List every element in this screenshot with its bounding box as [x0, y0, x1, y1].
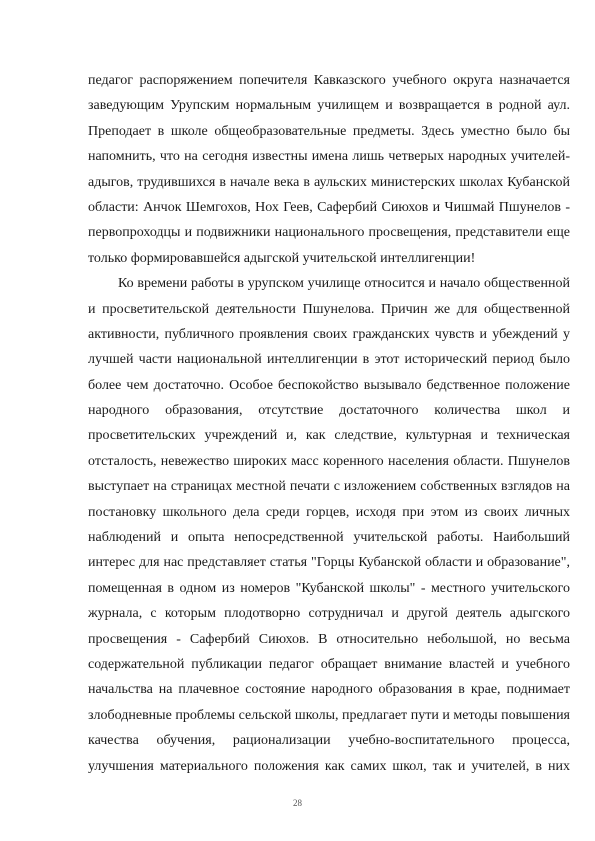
text-line: заведующим Урупским нормальным училищем и возвращается в родной аул.: [88, 98, 570, 114]
page-number: 28: [293, 798, 302, 808]
text-line: и просветительской деятельности Пшунелова. Причин же для общественной: [88, 301, 570, 317]
text-line: просвещения - Сафербий Сиюхов. В относительно небольшой, но весьма: [88, 631, 570, 647]
text-line: Преподает в школе общеобразовательные предметы. Здесь уместно было бы: [88, 123, 570, 139]
text-line: педагог распоряжением попечителя Кавказского учебного округа назначается: [88, 73, 570, 88]
text-line: активности, публичного проявления своих гражданских чувств и убеждений у: [88, 326, 570, 342]
text-line: интерес для нас представляет статья "Горцы Кубанской области и образование",: [88, 555, 570, 571]
text-line: напомнить, что на сегодня известны имена лишь четверых народных учителей-: [88, 149, 570, 165]
text-line: первопроходцы и подвижники национального просвещения, представители еще: [88, 225, 570, 241]
text-line: постановку школьного дела среди горцев, исходя при этом из своих личных: [88, 504, 570, 520]
text-line: начальства на плачевное состояние народного образования в крае, поднимает: [88, 682, 570, 698]
body-text: [88, 68, 570, 779]
text-line: содержательной публикации педагог обращает внимание властей и учебного: [88, 656, 570, 672]
text-line: журнала, с которым плодотворно сотрудничал и другой деятель адыгского: [88, 606, 570, 622]
text-line: помещенная в одном из номеров "Кубанской школы" - местного учительского: [88, 580, 570, 596]
text-line: Ко времени работы в урупском училище относится и начало общественной: [118, 276, 570, 292]
text-line: наблюдений и опыта непосредственной учительской работы. Наибольший: [88, 530, 570, 546]
text-line: просветительских учреждений и, как следствие, культурная и техническая: [88, 428, 570, 444]
text-line: области: Анчок Шемгохов, Нох Геев, Сафербий Сиюхов и Чишмай Пшунелов -: [88, 199, 570, 215]
text-line: отсталость, невежество широких масс коренного населения области. Пшунелов: [88, 453, 570, 469]
text-line: лучшей части национальной интеллигенции в этот исторический период было: [88, 352, 570, 368]
text-line: более чем достаточно. Особое беспокойство вызывало бедственное положение: [88, 377, 570, 393]
text-line: только формировавшейся адыгской учительской интеллигенции!: [88, 250, 476, 266]
text-line: народного образования, отсутствие достаточного количества школ и: [88, 403, 570, 419]
text-line: злободневные проблемы сельской школы, предлагает пути и методы повышения: [88, 707, 570, 723]
text-line: качества обучения, рационализации учебно-воспитательного процесса,: [88, 733, 570, 749]
text-line: выступает на страницах местной печати с изложением собственных взглядов на: [88, 479, 570, 495]
text-line: адыгов, трудившихся в начале века в аульских министерских школах Кубанской: [88, 174, 570, 190]
text-line: улучшения материального положения как самих школ, так и учителей, в них: [88, 758, 570, 774]
